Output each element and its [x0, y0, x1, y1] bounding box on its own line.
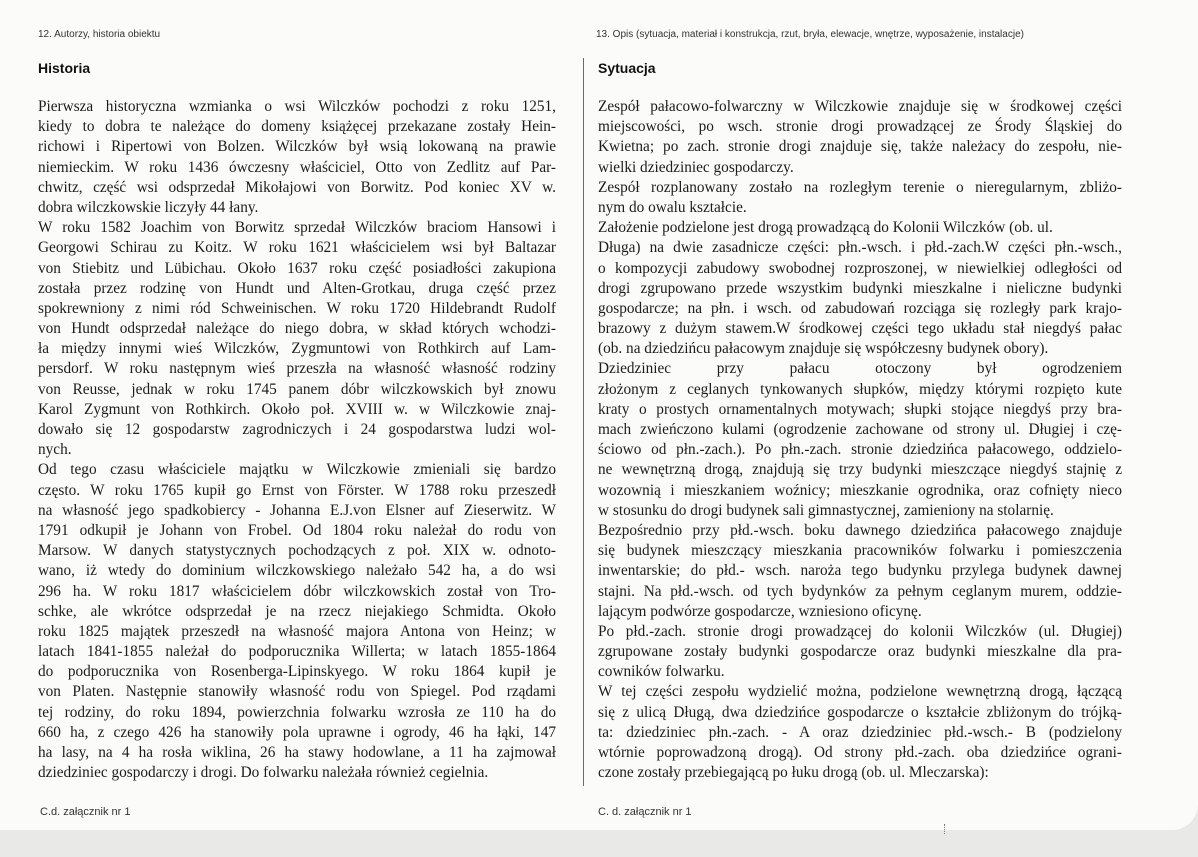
- text-line: się budynek mieszczący mieszkania pracowników folwarku i pomieszczenia: [598, 542, 1122, 560]
- text-line: czone zostały przebiegającą po łuku drogą (ob. ul. Mleczarska):: [598, 764, 989, 782]
- text-line: nych.: [38, 441, 72, 459]
- text-line: Zespół pałacowo-folwarczny w Wilczkowie znajduje się w środkowej części: [598, 98, 1122, 115]
- text-line: von Stiebitz und Lübichau. Około 1637 roku część posiadłości zakupiona: [38, 259, 556, 277]
- text-line: Karol Zygmunt von Rothkirch. Około poł. XVIII w. w Wilczkowie znaj-: [38, 400, 556, 418]
- historia-heading: Historia: [38, 60, 91, 76]
- text-line: niemieckim. W roku 1436 ówczesny właściciel, Otto von Zedlitz auf Par-: [38, 158, 556, 176]
- text-line: chwitz, część wsi odsprzedał Mikołajowi von Borwitz. Pod koniec XV w.: [38, 178, 556, 196]
- text-line: o kompozycji zabudowy swobodnej rozproszonej, w niewielkiej odległości od: [598, 259, 1122, 277]
- text-line: Pierwsza historyczna wzmianka o wsi Wilczków pochodzi z roku 1251,: [38, 98, 556, 115]
- text-line: Od tego czasu właściciele majątku w Wilczkowie zmieniali się bardzo: [38, 461, 556, 479]
- text-line: Bezpośrednio przy płd.-wsch. boku dawnego dziedzińca pałacowego znajduje: [598, 521, 1122, 539]
- text-line: mach zwieńczono kulami (ogrodzenie zachowane od strony ul. Długiej i czę-: [598, 421, 1122, 438]
- sytuacja-heading: Sytuacja: [598, 60, 656, 76]
- text-line: kraty o prostych ornamentalnych motywach; słupki stojące niegdyś przy bra-: [598, 400, 1122, 418]
- text-line: w stosunku do drogi budynek sali gimnastycznej, zamieniony na stolarnię.: [598, 501, 1054, 519]
- text-line: W roku 1582 Joachim von Borwitz sprzedał Wilczków braciom Hansowi i: [38, 219, 556, 237]
- text-line: dziedziniec gospodarczy i drogi. Do folwarku należała również cegielnia.: [38, 764, 489, 782]
- right-field-header: 13. Opis (sytuacja, materiał i konstrukcja, rzut, bryła, elewacje, wnętrze, wyposażenie, instalacje): [596, 29, 1024, 40]
- text-line: Dziedziniec przy pałacu otoczony był ogrodzeniem: [598, 360, 1122, 378]
- text-line: Zespół rozplanowany zostało na rozległym terenie o nieregularnym, zbliżo-: [598, 178, 1122, 196]
- text-line: roku 1825 majątek przeszedł na własność majora Antona von Heinz; w: [38, 622, 556, 640]
- left-footer-note: C.d. załącznik nr 1: [40, 806, 131, 818]
- sytuacja-text: [598, 97, 1122, 783]
- text-line: von Reusse, jednak w roku 1745 panem dóbr wilczkowskich był znowu: [38, 380, 556, 398]
- text-line: wozownią i mieszkaniem woźnicy; mieszkanie ogrodnika, oraz cofnięty nieco: [598, 481, 1122, 499]
- text-line: schke, ale wkrótce odsprzedał je na rzecz niejakiego Schmidta. Około: [38, 602, 556, 620]
- text-line: ła między innymi wieś Wilczków, Zygmuntowi von Rothkirch auf Lam-: [38, 340, 556, 358]
- text-line: miejscowości, po wsch. stronie drogi prowadzącej ze Środy Śląskiej do: [598, 118, 1122, 136]
- text-line: spokrewniony z nimi ród Schweinischen. W roku 1720 Hildebrandt Rudolf: [38, 299, 556, 317]
- text-line: inwentarskie; do płd.- wsch. naroża tego budynku przylega budynek dawnej: [598, 562, 1122, 580]
- text-line: Długa) na dwie zasadnicze części: płn.-wsch. i płd.-zach.W części płn.-wsch.,: [598, 239, 1122, 257]
- text-line: zgrupowane zostały budynki gospodarcze oraz budynki mieszkalne dla pra-: [598, 643, 1122, 661]
- text-line: richowi i Ripertowi von Bolzen. Wilczków był wsią lokowaną na prawie: [38, 138, 556, 156]
- text-line: (ob. na dziedzińcu pałacowym znajduje się współczesny budynek obory).: [598, 340, 1049, 358]
- text-line: wielki dziedziniec gospodarczy.: [598, 158, 794, 176]
- text-line: stajni. Na płd.-wsch. od tych bydynków za pełnym ceglanym murem, oddzie-: [598, 582, 1122, 600]
- text-line: ściowo od płn.-zach.). Po płn.-zach. stronie dziedzińca pałacowego, oddzielo-: [598, 441, 1122, 459]
- text-line: 1791 odkupił je Johann von Frobel. Od 1804 roku należał do rodu von: [38, 521, 556, 539]
- text-line: Założenie podzielone jest drogą prowadzącą do Kolonii Wilczków (ob. ul.: [598, 219, 1053, 237]
- text-line: na własność jego spadkobiercy - Johanna E.J.von Elsner auf Zieserwitz. W: [38, 501, 556, 519]
- text-line: lającym podwórze gospodarcze, wzniesiono oficynę.: [598, 602, 922, 620]
- text-line: Kwietna; po zach. stronie drogi znajduje się, także należacy do zespołu, nie-: [598, 138, 1122, 156]
- historia-text: [38, 97, 556, 783]
- text-line: persdorf. W roku następnym wieś przeszła na własność własność rodziny: [38, 360, 556, 378]
- text-line: tej rodziny, do roku 1894, powierzchnia folwarku wzrosła ze 110 ha do: [38, 703, 556, 721]
- text-line: drogi zgrupowano przede wszystkim budynki mieszkalne i nieliczne budynki: [598, 279, 1122, 297]
- text-line: ta: dziedziniec płn.-zach. - A oraz dziedziniec płd.-wsch.- B (podzielony: [598, 723, 1122, 741]
- text-line: W tej części zespołu wydzielić można, podzielone wewnętrzną drogą, łączącą: [598, 683, 1122, 701]
- text-line: latach 1841-1855 należał do podporucznika Willerta; w latach 1855-1864: [38, 643, 556, 661]
- text-line: została przez rodzinę von Hundt und Alten-Grotkau, druga część przez: [38, 279, 556, 297]
- text-line: ha lasy, na 4 ha rosła wiklina, 26 ha stawy hodowlane, a 11 ha zajmował: [38, 744, 556, 761]
- text-line: von Platen. Następnie stanowiły własność rodu von Spiegel. Pod rządami: [38, 683, 556, 701]
- text-line: dobra wilczkowskie liczyły 44 łany.: [38, 198, 259, 216]
- text-line: Po płd.-zach. stronie drogi prowadzącej do kolonii Wilczków (ul. Długiej): [598, 622, 1122, 640]
- text-line: dowało się 12 gospodarstw zagrodniczych i 24 gospodarstwa ludzi wol-: [38, 421, 556, 438]
- text-line: ne wewnętrzną drogą, znajdują się trzy budynki mieszczące niegdyś stajnię z: [598, 461, 1122, 479]
- text-line: wano, iż wtedy do dominium wilczkowskiego należało 542 ha, a do wsi: [38, 562, 556, 580]
- text-line: się z ulicą Długą, dwa dziedzińce gospodarcze o kształcie zbliżonym do trójką-: [598, 703, 1122, 721]
- scan-mark: [944, 824, 947, 834]
- text-line: Marsow. W danych statystycznych pochodzących z poł. XIX w. odnoto-: [38, 542, 556, 560]
- text-line: 660 ha, z czego 426 ha stanowiły pola uprawne i ogrody, 46 ha łąki, 147: [38, 723, 556, 741]
- text-line: wtórnie poprowadzoną drogą). Od strony płd.-zach. oba dziedzińce ograni-: [598, 744, 1122, 761]
- text-line: cowników folwarku.: [598, 663, 725, 681]
- text-line: nym do owalu kształcie.: [598, 198, 747, 216]
- text-line: 296 ha. W roku 1817 właścicielem dóbr wilczkowskich został von Tro-: [38, 582, 556, 600]
- text-line: Georgowi Schirau zu Koitz. W roku 1621 właścicielem wsi był Baltazar: [38, 239, 556, 257]
- text-line: kiedy to dobra te należące do domeny książęcej przekazane zostały Hein-: [38, 118, 556, 136]
- column-divider: [583, 58, 584, 786]
- text-line: von Hundt odsprzedał należące do niego dobra, w skład których wchodzi-: [38, 320, 556, 338]
- right-footer-note: C. d. załącznik nr 1: [598, 806, 692, 818]
- text-line: złożonym z ceglanych tynkowanych słupków, między którymi rozpięto kute: [598, 380, 1122, 398]
- text-line: gospodarcze; na płn. i wsch. od zabudowań rozciąga się rozległy park krajo-: [598, 299, 1122, 317]
- text-line: brazowy z dużym stawem.W środkowej części tego układu stał niegdyś pałac: [598, 320, 1122, 338]
- text-line: często. W roku 1765 kupił go Ernst von Förster. W 1788 roku przeszedł: [38, 481, 556, 499]
- left-field-header: 12. Autorzy, historia obiektu: [38, 29, 161, 40]
- text-line: do podporucznika von Rosenberga-Lipinskyego. W roku 1864 kupił je: [38, 663, 556, 681]
